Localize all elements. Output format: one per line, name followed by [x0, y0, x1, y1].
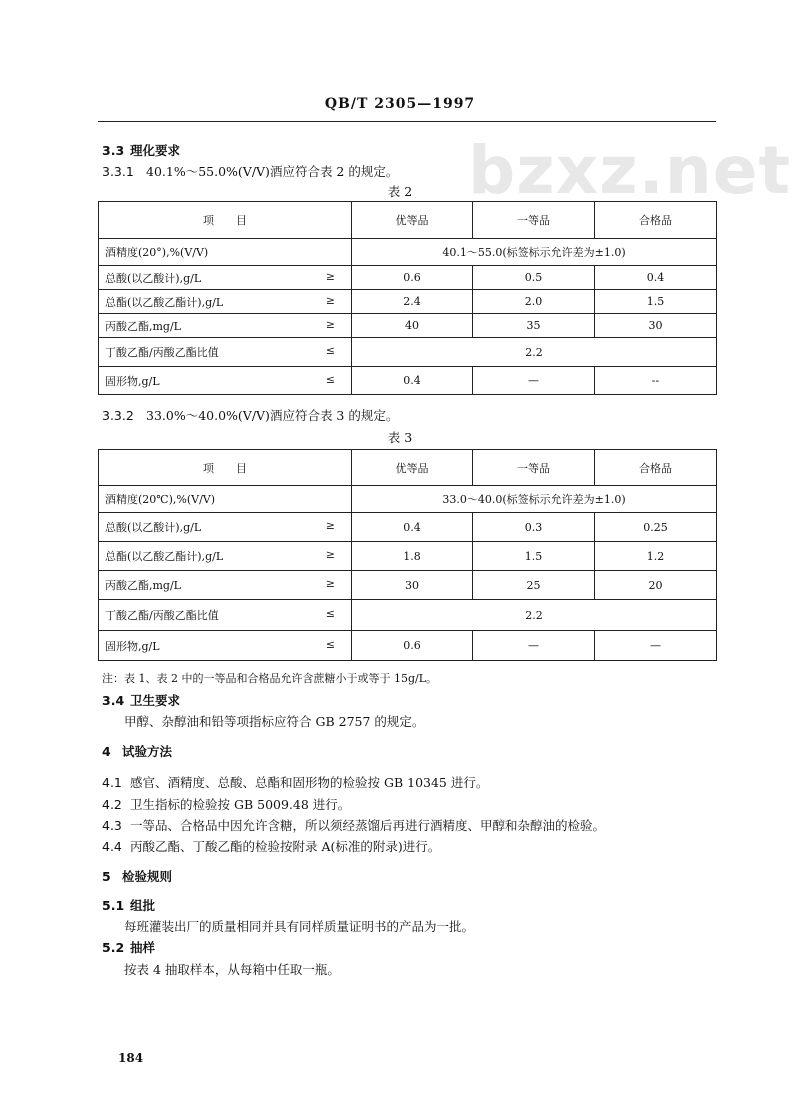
- row-label: 丁酸乙酯/丙酸乙酯比值 ≤: [99, 338, 352, 367]
- section-5: [102, 867, 172, 885]
- cell-value: --: [595, 367, 717, 395]
- row-label: 总酯(以乙酸乙酯计),g/L ≥: [99, 290, 352, 314]
- cell-value: 2.0: [473, 290, 595, 314]
- cell-value: 0.4: [352, 513, 473, 542]
- table-row: [99, 290, 717, 314]
- row-label: 总酯(以乙酸乙酯计),g/L ≥: [99, 542, 352, 571]
- cell-value: 25: [473, 571, 595, 600]
- section-number: 5: [102, 869, 111, 884]
- cell-value: —: [473, 631, 595, 661]
- cell-value: 1.5: [595, 290, 717, 314]
- section-text: 卫生指标的检验按 GB 5009.48 进行。: [130, 797, 351, 812]
- header-grade-qualified: 合格品: [595, 202, 717, 239]
- section-title: 抽样: [130, 940, 156, 955]
- merged-value: 33.0～40.0(标签标示允许差为±1.0): [352, 486, 717, 513]
- section-title: 组批: [130, 898, 156, 913]
- header-grade-first: 一等品: [473, 202, 595, 239]
- cell-value: 35: [473, 314, 595, 338]
- row-label: 酒精度(20°),%(V/V): [99, 239, 352, 266]
- cell-value: 40: [352, 314, 473, 338]
- section-4-3: [102, 816, 605, 834]
- section-number: 3.3.1: [102, 164, 134, 179]
- row-label: 丙酸乙酯,mg/L ≥: [99, 314, 352, 338]
- header-grade-qualified: 合格品: [595, 450, 717, 486]
- header-grade-premium: 优等品: [352, 450, 473, 486]
- section-3-4: [102, 691, 180, 709]
- section-4-4: [102, 837, 440, 855]
- row-label: 丙酸乙酯,mg/L ≥: [99, 571, 352, 600]
- cell-value: 0.6: [352, 631, 473, 661]
- merged-value: 2.2: [352, 338, 717, 367]
- table2-caption: 表 2: [387, 184, 413, 199]
- section-title: 检验规则: [122, 869, 173, 884]
- table3-caption: 表 3: [387, 430, 413, 445]
- header-grade-premium: 优等品: [352, 202, 473, 239]
- header-rule: [98, 121, 716, 122]
- section-number: 4: [102, 744, 111, 759]
- merged-value: 2.2: [352, 600, 717, 631]
- table-note: 注：表 1、表 2 中的一等品和合格品允许含蔗糖小于或等于 15g/L。: [102, 672, 438, 685]
- section-3-4-text: 甲醇、杂醇油和铅等项指标应符合 GB 2757 的规定。: [124, 714, 425, 729]
- table-header-row: [99, 450, 717, 486]
- section-5-2-text: 按表 4 抽取样本，从每箱中任取一瓶。: [124, 962, 340, 977]
- section-text: 一等品、合格品中因允许含糖，所以须经蒸馏后再进行酒精度、甲醇和杂醇油的检验。: [130, 818, 606, 833]
- section-text: 丙酸乙酯、丁酸乙酯的检验按附录 A(标准的附录)进行。: [130, 839, 441, 854]
- row-label: 固形物,g/L ≤: [99, 631, 352, 661]
- section-number: 3.3: [102, 143, 125, 158]
- section-number: 4.2: [102, 797, 122, 812]
- cell-value: 20: [595, 571, 717, 600]
- cell-value: 1.5: [473, 542, 595, 571]
- section-number: 5.1: [102, 898, 125, 913]
- cell-value: 0.4: [352, 367, 473, 395]
- section-5-1: [102, 896, 155, 914]
- page-number: 184: [118, 1051, 144, 1065]
- cell-value: 2.4: [352, 290, 473, 314]
- cell-value: 0.3: [473, 513, 595, 542]
- section-3-3-1: [102, 162, 398, 180]
- table-row: [99, 367, 717, 395]
- section-number: 4.3: [102, 818, 122, 833]
- table-row: [99, 486, 717, 513]
- cell-value: 1.2: [595, 542, 717, 571]
- section-title: 卫生要求: [130, 693, 181, 708]
- table-row: [99, 239, 717, 266]
- row-label: 固形物,g/L ≤: [99, 367, 352, 395]
- table-row: [99, 542, 717, 571]
- header-item: 项 目: [99, 202, 352, 239]
- cell-value: 1.8: [352, 542, 473, 571]
- table-row: [99, 338, 717, 367]
- cell-value: 30: [352, 571, 473, 600]
- table-header-row: [99, 202, 717, 239]
- table3: [98, 449, 717, 661]
- row-label: 丁酸乙酯/丙酸乙酯比值 ≤: [99, 600, 352, 631]
- table-row: [99, 314, 717, 338]
- cell-value: 0.25: [595, 513, 717, 542]
- cell-value: 0.4: [595, 266, 717, 290]
- table-row: [99, 571, 717, 600]
- section-5-2: [102, 938, 155, 956]
- cell-value: —: [595, 631, 717, 661]
- section-4: [102, 742, 172, 760]
- table-row: [99, 600, 717, 631]
- section-text: 33.0%～40.0%(V/V)酒应符合表 3 的规定。: [146, 408, 399, 423]
- section-number: 3.4: [102, 693, 125, 708]
- section-4-1: [102, 773, 488, 791]
- cell-value: 0.5: [473, 266, 595, 290]
- section-number: 3.3.2: [102, 408, 134, 423]
- table-row: [99, 266, 717, 290]
- cell-value: —: [473, 367, 595, 395]
- section-number: 5.2: [102, 940, 125, 955]
- row-label: 总酸(以乙酸计),g/L ≥: [99, 266, 352, 290]
- standard-code-header: QB/T 2305—1997: [324, 96, 476, 112]
- section-text: 感官、酒精度、总酸、总酯和固形物的检验按 GB 10345 进行。: [130, 775, 489, 790]
- header-grade-first: 一等品: [473, 450, 595, 486]
- table2: [98, 201, 717, 395]
- header-item: 项 目: [99, 450, 352, 486]
- section-title: 理化要求: [130, 143, 181, 158]
- section-3-3-2: [102, 406, 398, 424]
- row-label: 总酸(以乙酸计),g/L ≥: [99, 513, 352, 542]
- cell-value: 30: [595, 314, 717, 338]
- cell-value: 0.6: [352, 266, 473, 290]
- section-4-2: [102, 795, 350, 813]
- merged-value: 40.1～55.0(标签标示允许差为±1.0): [352, 239, 717, 266]
- watermark: bzxz.net: [468, 132, 792, 209]
- section-3-3: [102, 141, 180, 159]
- row-label: 酒精度(20℃),%(V/V): [99, 486, 352, 513]
- table-row: [99, 513, 717, 542]
- section-title: 试验方法: [122, 744, 173, 759]
- section-text: 40.1%～55.0%(V/V)酒应符合表 2 的规定。: [146, 164, 399, 179]
- table-row: [99, 631, 717, 661]
- section-number: 4.1: [102, 775, 122, 790]
- section-number: 4.4: [102, 839, 122, 854]
- section-5-1-text: 每班灌装出厂的质量相同并具有同样质量证明书的产品为一批。: [124, 919, 475, 934]
